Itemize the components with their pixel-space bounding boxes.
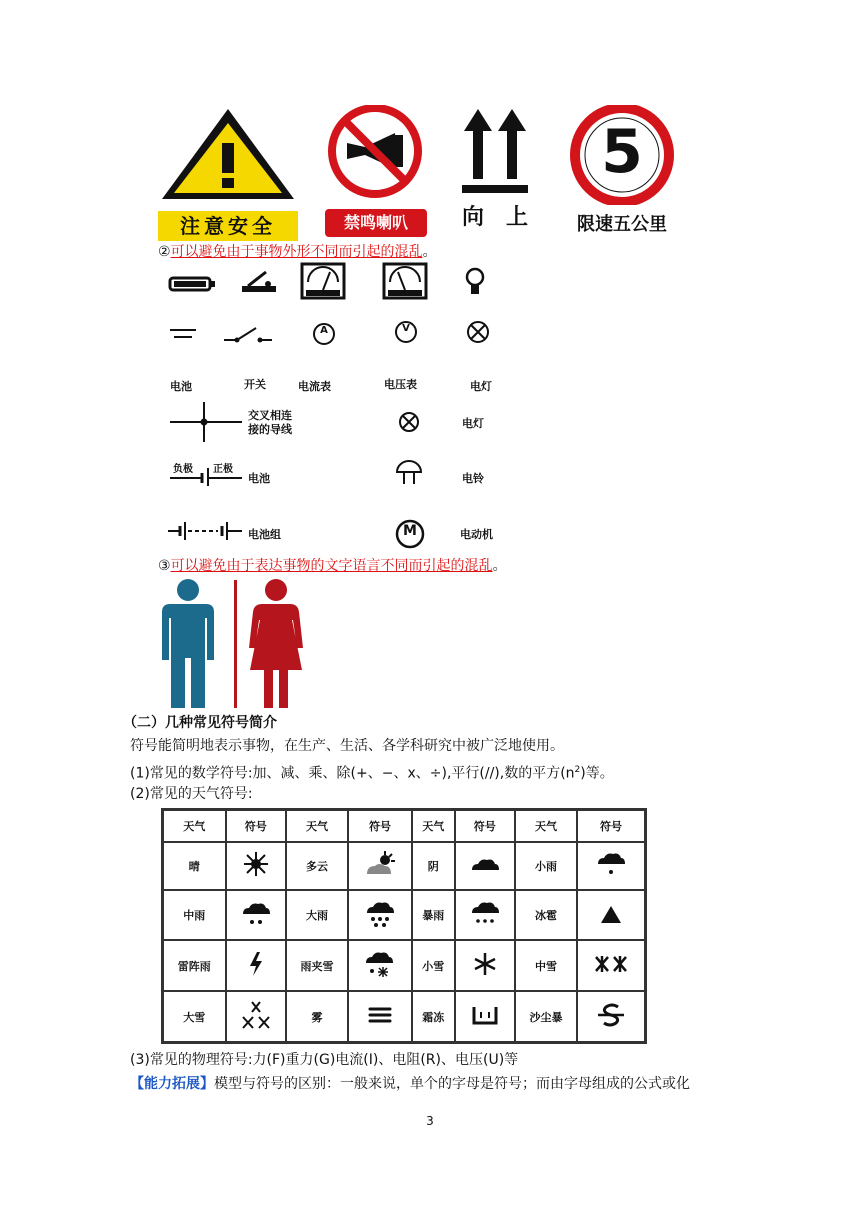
header-cell: 符号 bbox=[455, 810, 515, 843]
voltmeter-letter: V bbox=[402, 323, 410, 334]
weather-name: 暴雨 bbox=[412, 890, 455, 941]
weather-name: 雷阵雨 bbox=[163, 940, 226, 991]
point-3-text: ③可以避免由于表达事物的文字语言不同而引起的混乱。 bbox=[158, 558, 507, 574]
weather-name: 沙尘暴 bbox=[515, 991, 577, 1042]
label-ammeter: 电流表 bbox=[298, 380, 331, 393]
paragraph-4: (3)常见的物理符号:力(F)重力(G)电流(I)、电阻(R)、电压(U)等 bbox=[130, 1052, 519, 1068]
speed-limit-sign bbox=[566, 105, 678, 240]
label-lamp: 电灯 bbox=[470, 380, 492, 393]
weather-name: 晴 bbox=[163, 842, 226, 890]
point-2-text: ②可以避免由于事物外形不同而引起的混乱。 bbox=[158, 244, 437, 260]
negative-pole-label: 负极 bbox=[173, 464, 193, 475]
header-cell: 符号 bbox=[348, 810, 412, 843]
warning-sign bbox=[158, 105, 298, 240]
header-cell: 天气 bbox=[412, 810, 455, 843]
ammeter-letter: A bbox=[320, 325, 328, 336]
header-cell: 天气 bbox=[286, 810, 348, 843]
header-cell: 符号 bbox=[226, 810, 286, 843]
paragraph-3: (2)常见的天气符号: bbox=[130, 786, 253, 802]
weather-symbol-table bbox=[161, 808, 647, 1044]
weather-name: 大雨 bbox=[286, 890, 348, 941]
table-row bbox=[163, 991, 646, 1042]
bulb-picture-icon bbox=[464, 266, 486, 298]
sleet-icon bbox=[348, 940, 412, 991]
no-horn-icon bbox=[325, 105, 425, 201]
weather-name: 雨夹雪 bbox=[286, 940, 348, 991]
connected-wire-symbol-icon bbox=[168, 400, 244, 444]
header-cell: 天气 bbox=[163, 810, 226, 843]
battery-poles-symbol-icon bbox=[168, 466, 244, 488]
label-lamp-2: 电灯 bbox=[462, 417, 484, 430]
moderate-rain-icon bbox=[226, 890, 286, 941]
this-way-up-icon bbox=[440, 105, 550, 197]
sign-caption: 限速五公里 bbox=[577, 214, 667, 235]
this-way-up-sign bbox=[440, 105, 550, 240]
extension-tag: 【能力拓展】 bbox=[130, 1076, 214, 1092]
fog-icon bbox=[348, 991, 412, 1042]
man-figure-icon bbox=[160, 578, 216, 710]
weather-name: 雾 bbox=[286, 991, 348, 1042]
battery-picture-icon bbox=[166, 272, 218, 294]
switch-picture-icon bbox=[238, 268, 280, 296]
table-row bbox=[163, 890, 646, 941]
label-battery: 电池 bbox=[170, 380, 192, 393]
weather-name: 多云 bbox=[286, 842, 348, 890]
label-battery-2: 电池 bbox=[248, 472, 270, 485]
sign-caption: 禁鸣喇叭 bbox=[325, 209, 427, 237]
wire-label-line1: 交叉相连 bbox=[248, 409, 292, 422]
divider-line bbox=[234, 580, 237, 708]
label-motor: 电动机 bbox=[460, 528, 493, 541]
weather-name: 小雪 bbox=[412, 940, 455, 991]
paragraph-1: 符号能简明地表示事物，在生产、生活、各学科研究中被广泛地使用。 bbox=[130, 738, 564, 754]
section-title: （二）几种常见符号简介 bbox=[123, 715, 277, 731]
lamp-symbol-icon bbox=[398, 411, 420, 433]
label-battery-group: 电池组 bbox=[248, 528, 281, 541]
sandstorm-icon bbox=[577, 991, 645, 1042]
sign-caption: 向 上 bbox=[461, 205, 528, 230]
heavy-snow-icon bbox=[226, 991, 286, 1042]
switch-symbol-icon bbox=[222, 322, 274, 346]
weather-name: 小雨 bbox=[515, 842, 577, 890]
positive-pole-label: 正极 bbox=[213, 464, 233, 475]
page-number: 3 bbox=[426, 1114, 434, 1128]
table-row bbox=[163, 940, 646, 991]
wire-label-line2: 接的导线 bbox=[248, 423, 292, 436]
light-rain-icon bbox=[577, 842, 645, 890]
weather-name: 中雪 bbox=[515, 940, 577, 991]
label-bell: 电铃 bbox=[462, 472, 484, 485]
overcast-icon bbox=[455, 842, 515, 890]
woman-figure-icon bbox=[248, 578, 304, 710]
hail-icon bbox=[577, 890, 645, 941]
moderate-snow-icon bbox=[577, 940, 645, 991]
header-cell: 符号 bbox=[577, 810, 645, 843]
light-snow-icon bbox=[455, 940, 515, 991]
battery-group-symbol-icon bbox=[166, 520, 244, 542]
label-switch: 开关 bbox=[244, 378, 266, 391]
weather-name: 中雨 bbox=[163, 890, 226, 941]
sunny-icon bbox=[226, 842, 286, 890]
no-horn-sign bbox=[325, 105, 427, 240]
table-row bbox=[163, 842, 646, 890]
battery-symbol-icon bbox=[168, 325, 198, 341]
paragraph-2: (1)常见的数学符号:加、减、乘、除(+、−、x、÷),平行(//),数的平方$(n^2)$等。 bbox=[130, 765, 614, 782]
weather-name: 大雪 bbox=[163, 991, 226, 1042]
motor-letter: M bbox=[403, 523, 417, 539]
weather-name: 冰雹 bbox=[515, 890, 577, 941]
extension-paragraph: 【能力拓展】模型与符号的区别：一般来说，单个的字母是符号；而由字母组成的公式或化 bbox=[130, 1076, 690, 1092]
weather-name: 霜冻 bbox=[412, 991, 455, 1042]
frost-icon bbox=[455, 991, 515, 1042]
rainstorm-icon bbox=[455, 890, 515, 941]
warning-triangle-icon bbox=[158, 105, 298, 201]
sign-caption: 注意安全 bbox=[158, 211, 298, 241]
weather-name: 阴 bbox=[412, 842, 455, 890]
table-header-row bbox=[163, 810, 646, 843]
bell-symbol-icon bbox=[394, 458, 424, 486]
voltmeter-picture-icon bbox=[382, 262, 428, 300]
label-voltmeter: 电压表 bbox=[384, 378, 417, 391]
thunderstorm-icon bbox=[226, 940, 286, 991]
lamp-symbol-icon bbox=[466, 320, 490, 344]
partly-cloudy-icon bbox=[348, 842, 412, 890]
ammeter-picture-icon bbox=[300, 262, 346, 300]
speed-number: 5 bbox=[601, 117, 643, 187]
header-cell: 天气 bbox=[515, 810, 577, 843]
heavy-rain-icon bbox=[348, 890, 412, 941]
